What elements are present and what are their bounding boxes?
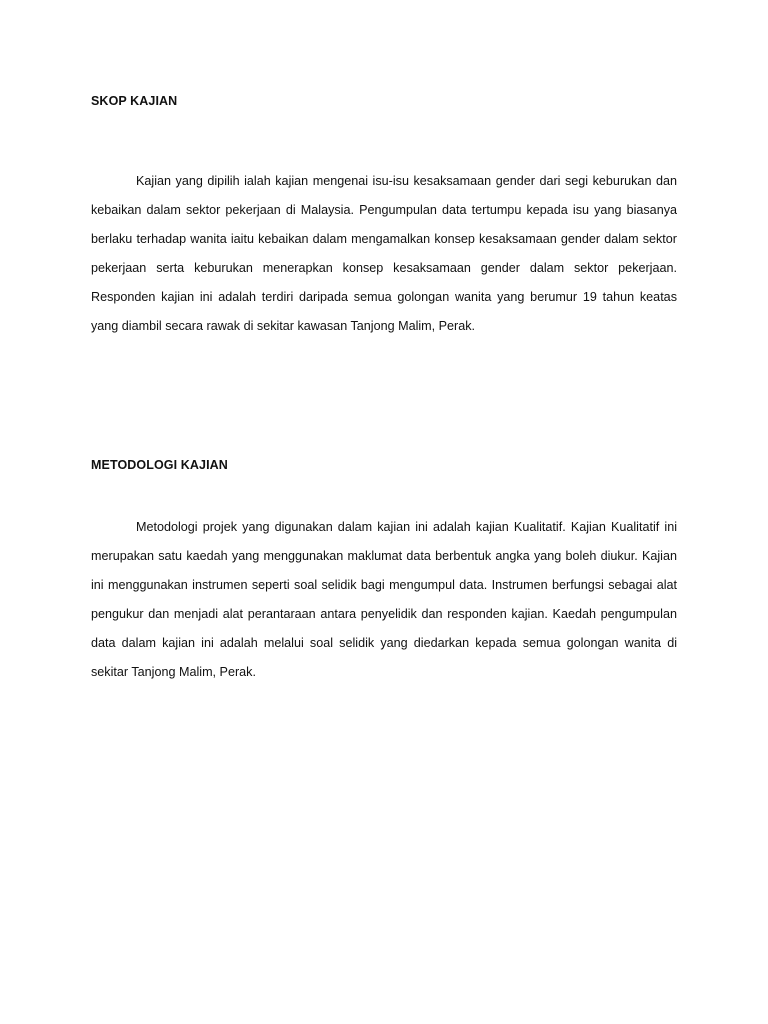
section-heading-skop-kajian: SKOP KAJIAN <box>91 94 178 108</box>
section-paragraph-metodologi-kajian: Metodologi projek yang digunakan dalam kajian ini adalah kajian Kualitatif. Kajian Kualitatif ini merupakan satu kaedah yang menggunakan maklumat data berbentuk angka yang boleh diukur. Kajian ini menggunakan instrumen seperti soal selidik bagi mengumpul data. Instrumen berfungsi sebagai alat pengukur dan menjadi alat perantaraan antara penyelidik dan responden kajian. Kaedah pengumpulan data dalam kajian ini adalah melalui soal selidik yang diedarkan kepada semua golongan wanita di sekitar Tanjong Malim, Perak. <box>91 520 677 680</box>
section-heading-metodologi-kajian: METODOLOGI KAJIAN <box>91 458 228 472</box>
section-paragraph-skop-kajian: Kajian yang dipilih ialah kajian mengenai isu-isu kesaksamaan gender dari segi keburukan dan kebaikan dalam sektor pekerjaan di Malaysia. Pengumpulan data tertumpu kepada isu yang biasanya berlaku terhadap wanita iaitu kebaikan dalam mengamalkan konsep kesaksamaan gender dalam sektor pekerjaan serta keburukan menerapkan konsep kesaksamaan gender dalam sektor pekerjaan. Responden kajian ini adalah terdiri daripada semua golongan wanita yang berumur 19 tahun keatas yang diambil secara rawak di sekitar kawasan Tanjong Malim, Perak. <box>91 174 677 334</box>
